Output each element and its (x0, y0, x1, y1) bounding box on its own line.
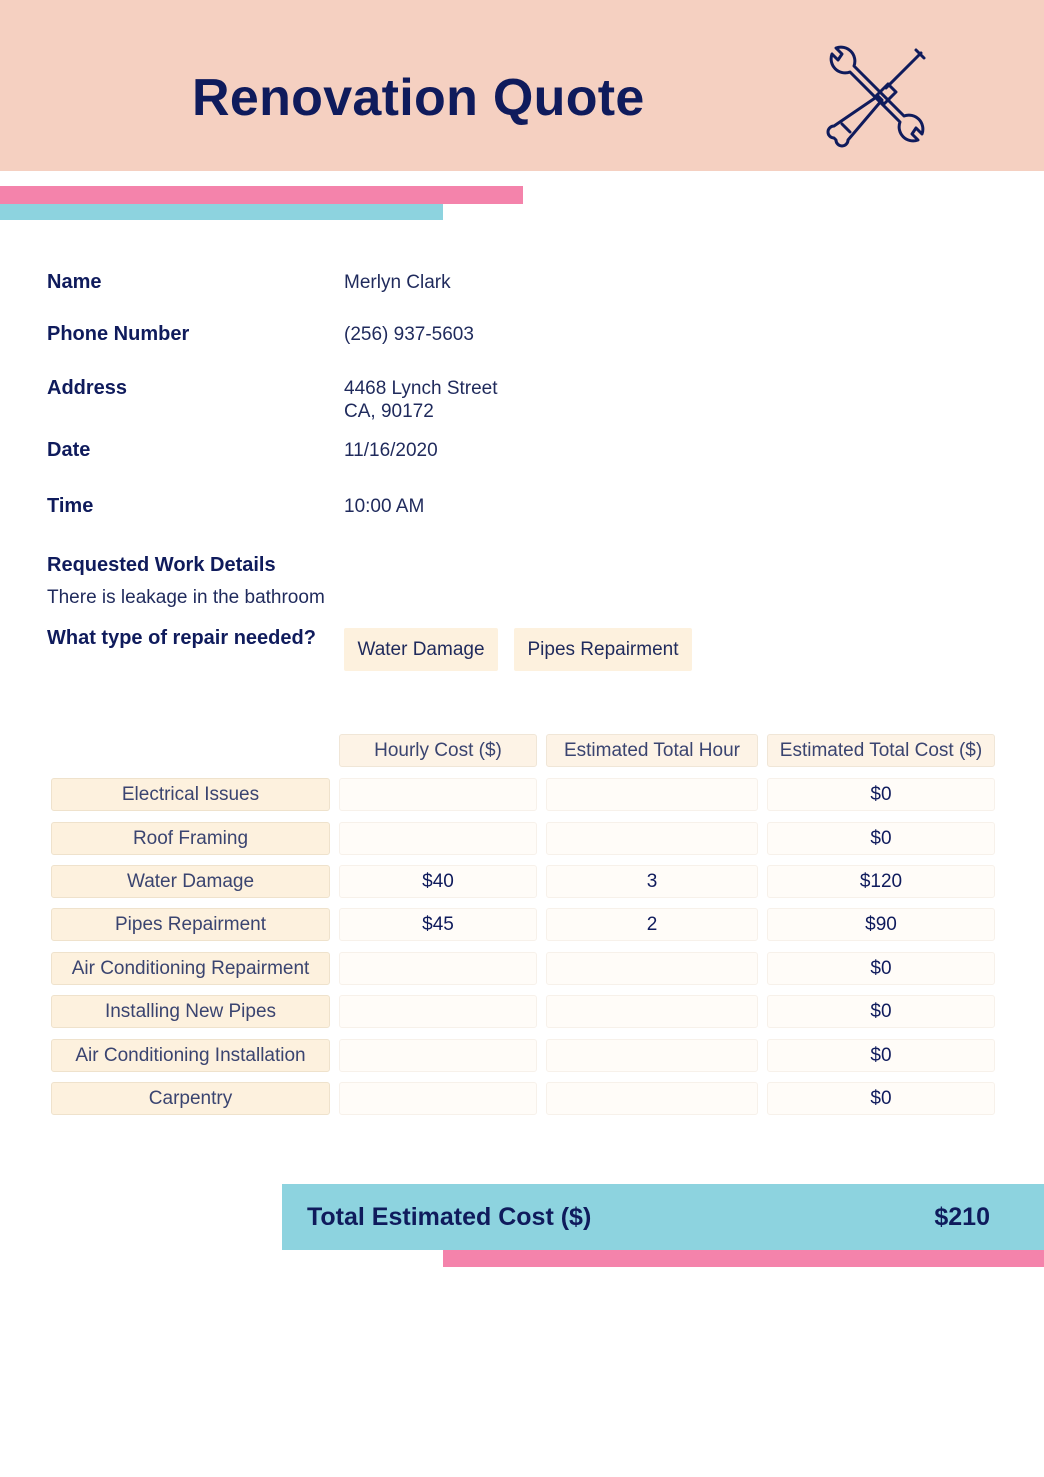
address-line2: CA, 90172 (344, 401, 434, 422)
hourly-cost-cell (339, 822, 537, 855)
phone-label: Phone Number (47, 323, 190, 345)
address-line1: 4468 Lynch Street (344, 378, 498, 399)
row-header: Installing New Pipes (51, 995, 330, 1028)
row-header: Air Conditioning Repairment (51, 952, 330, 985)
total-cost-cell: $0 (767, 822, 995, 855)
total-cost-cell: $0 (767, 778, 995, 811)
hourly-cost-cell: $45 (339, 908, 537, 941)
repair-type-chip: Pipes Repairment (514, 628, 692, 671)
accent-stripe-blue (0, 204, 443, 220)
name-label: Name (47, 271, 102, 293)
work-details-label: Requested Work Details (47, 554, 276, 576)
total-hour-cell: 2 (546, 908, 758, 941)
row-header: Water Damage (51, 865, 330, 898)
total-hour-cell: 3 (546, 865, 758, 898)
total-value: $210 (934, 1203, 990, 1231)
total-cost-cell: $0 (767, 995, 995, 1028)
column-header-total-cost: Estimated Total Cost ($) (767, 734, 995, 767)
total-cost-cell: $90 (767, 908, 995, 941)
total-hour-cell (546, 1039, 758, 1072)
hourly-cost-cell (339, 1039, 537, 1072)
column-header-hourly-cost: Hourly Cost ($) (339, 734, 537, 767)
total-hour-cell (546, 822, 758, 855)
work-details-value: There is leakage in the bathroom (47, 587, 325, 608)
row-header: Electrical Issues (51, 778, 330, 811)
date-label: Date (47, 439, 91, 461)
total-cost-cell: $0 (767, 1039, 995, 1072)
total-hour-cell (546, 952, 758, 985)
accent-stripe-pink (0, 186, 523, 204)
total-cost-cell: $0 (767, 1082, 995, 1115)
phone-value: (256) 937-5603 (344, 324, 474, 345)
total-bar (282, 1184, 1044, 1250)
name-value: Merlyn Clark (344, 272, 451, 293)
hourly-cost-cell (339, 1082, 537, 1115)
repair-type-chip: Water Damage (344, 628, 498, 671)
hourly-cost-cell (339, 952, 537, 985)
accent-stripe-pink-bottom (443, 1250, 1044, 1267)
time-value: 10:00 AM (344, 496, 425, 517)
page-title: Renovation Quote (192, 69, 645, 127)
row-header: Pipes Repairment (51, 908, 330, 941)
total-hour-cell (546, 778, 758, 811)
total-label: Total Estimated Cost ($) (307, 1203, 592, 1231)
row-header: Air Conditioning Installation (51, 1039, 330, 1072)
hourly-cost-cell (339, 778, 537, 811)
total-cost-cell: $120 (767, 865, 995, 898)
total-hour-cell (546, 1082, 758, 1115)
row-header: Carpentry (51, 1082, 330, 1115)
address-label: Address (47, 377, 128, 399)
header-banner (0, 0, 1044, 171)
column-header-total-hour: Estimated Total Hour (546, 734, 758, 767)
row-header: Roof Framing (51, 822, 330, 855)
repair-type-label: What type of repair needed? (47, 627, 316, 649)
total-cost-cell: $0 (767, 952, 995, 985)
date-value: 11/16/2020 (344, 440, 438, 461)
time-label: Time (47, 495, 94, 517)
hourly-cost-cell (339, 995, 537, 1028)
hourly-cost-cell: $40 (339, 865, 537, 898)
tools-icon (822, 40, 934, 152)
total-hour-cell (546, 995, 758, 1028)
